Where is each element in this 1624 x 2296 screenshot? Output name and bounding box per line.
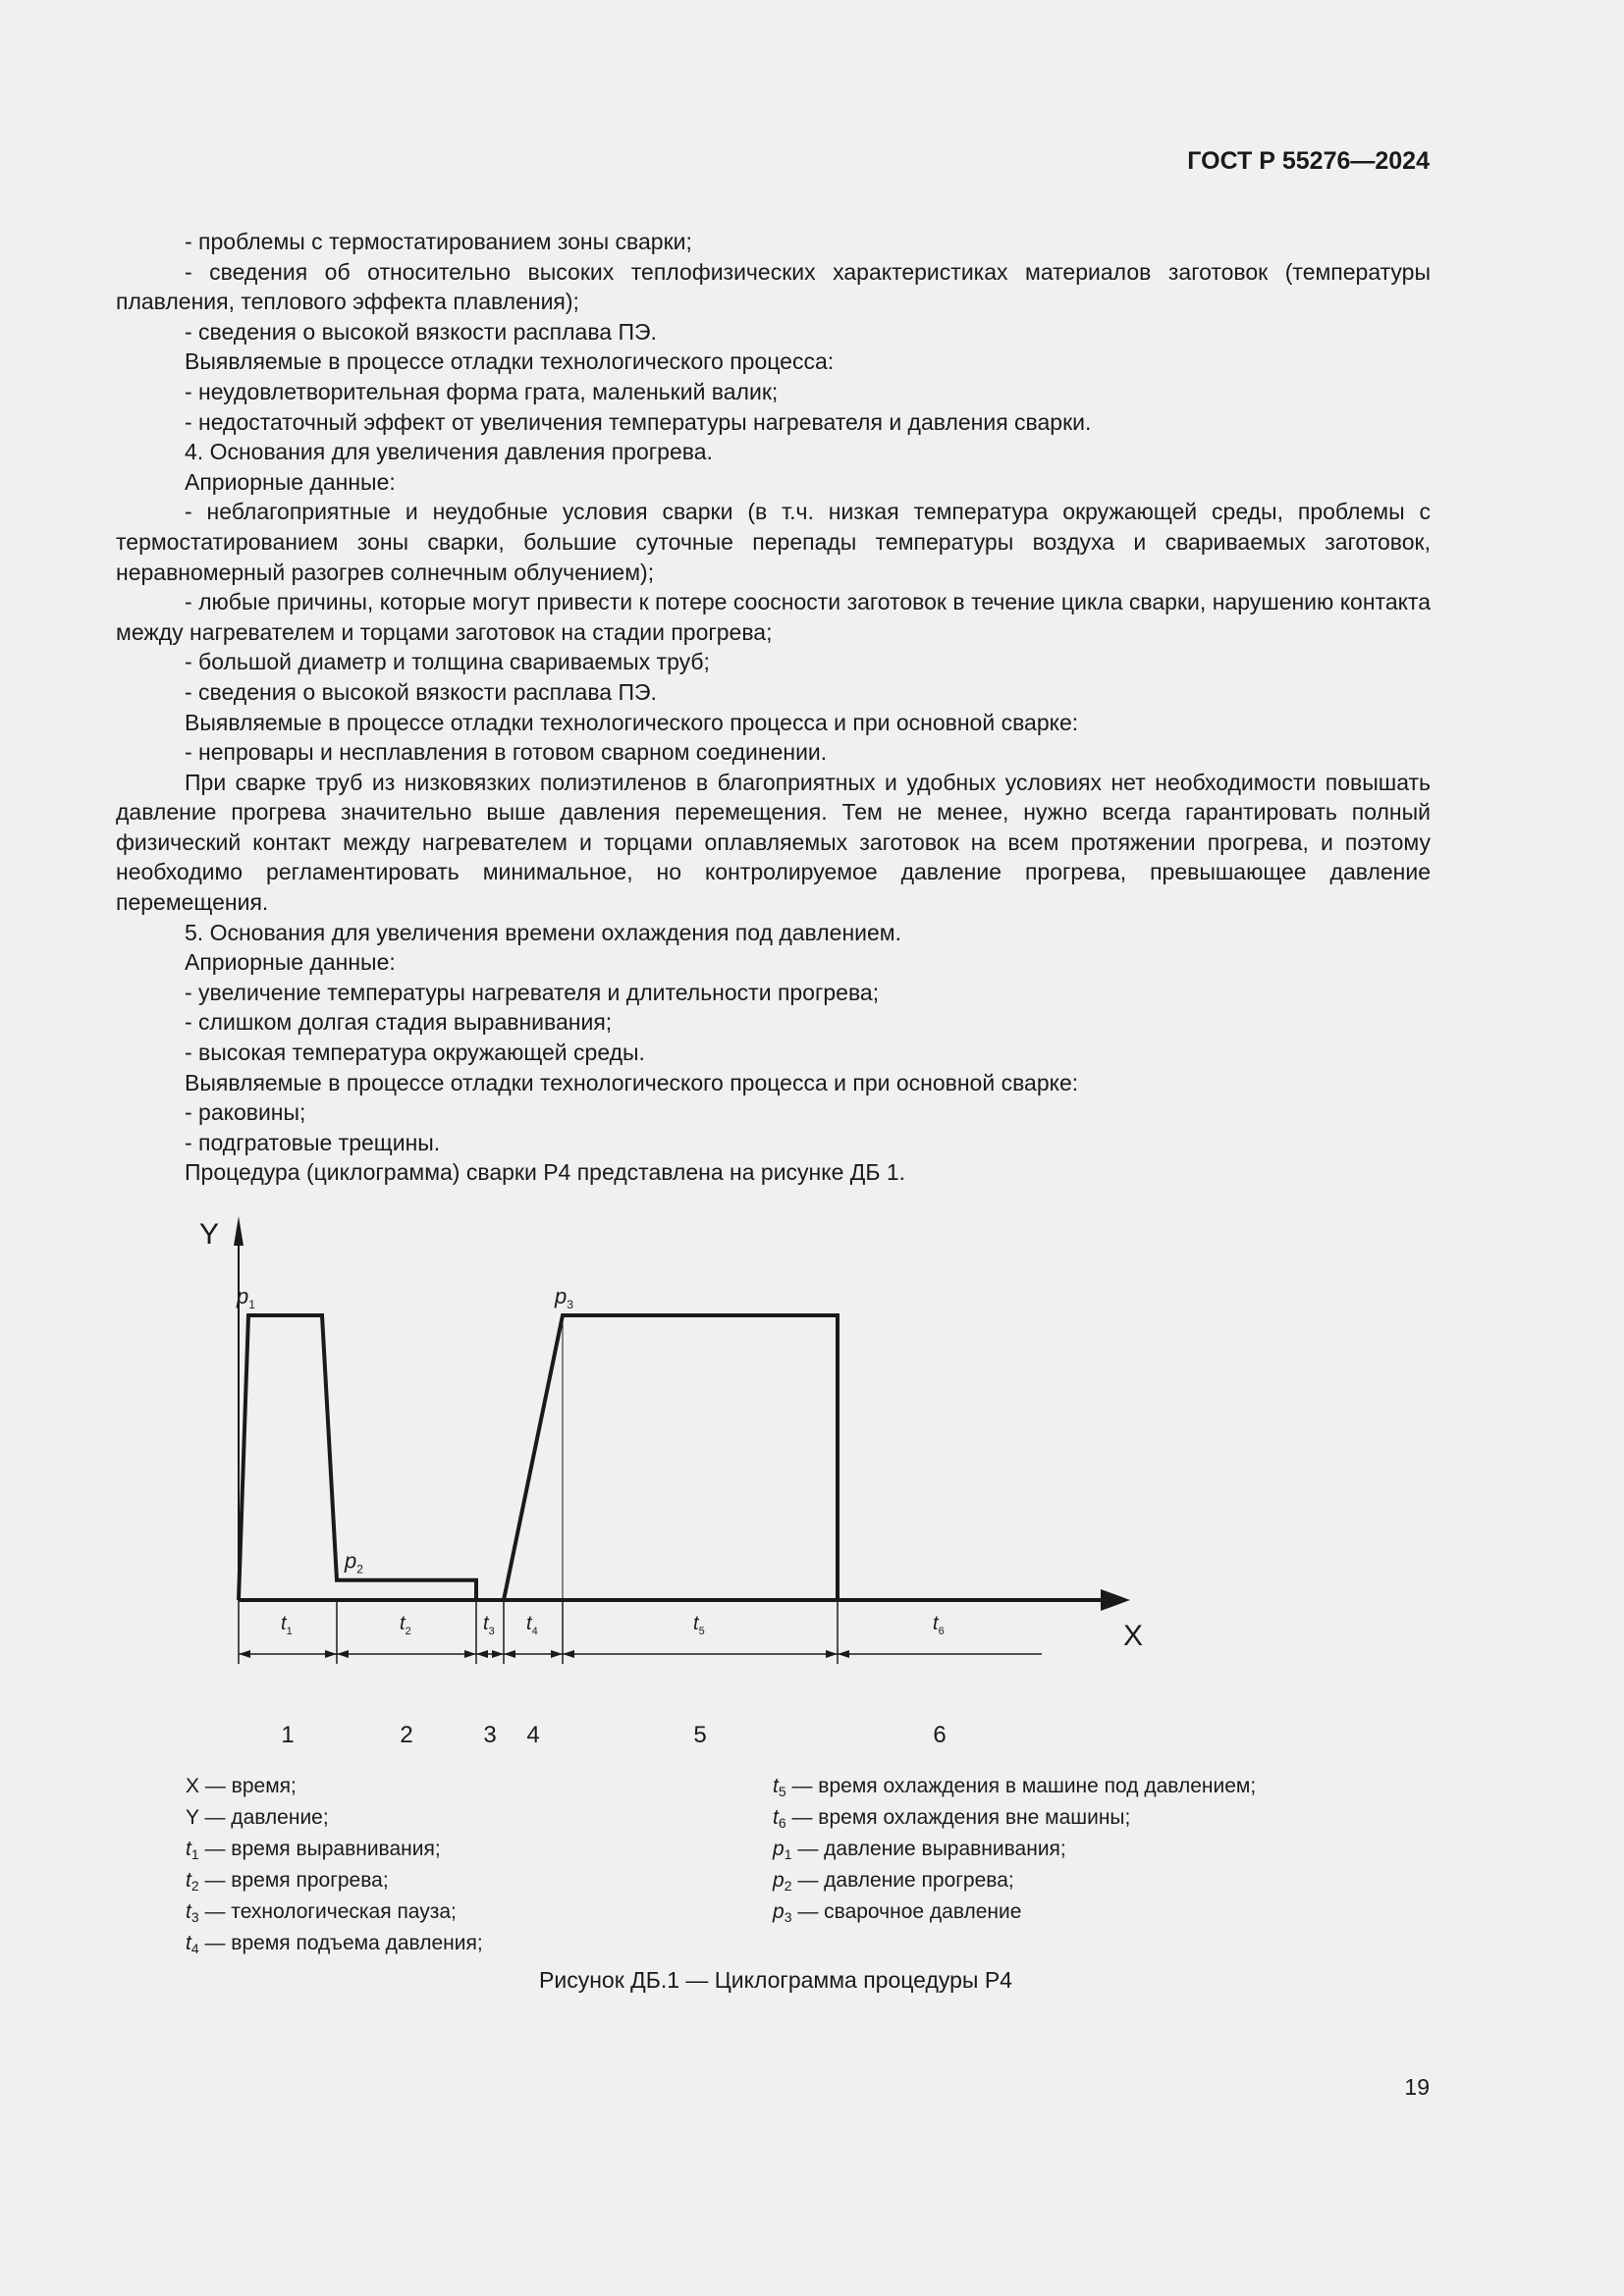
paragraph: - высокая температура окружающей среды. (185, 1040, 645, 1066)
legend-text: — технологическая пауза; (198, 1900, 457, 1923)
x-axis-arrow (1101, 1589, 1130, 1611)
legend-symbol: t (186, 1838, 191, 1860)
label-subscript: 5 (698, 1626, 705, 1637)
legend-symbol: t (186, 1869, 191, 1892)
legend-subscript: 3 (784, 1909, 792, 1925)
legend-subscript: 2 (190, 1878, 199, 1894)
legend-subscript: 5 (778, 1784, 786, 1799)
legend-subscript: 2 (784, 1878, 792, 1894)
paragraph: Априорные данные: (185, 949, 396, 976)
label-subscript: 3 (567, 1298, 573, 1311)
paragraph: Априорные данные: (185, 468, 396, 495)
pressure-curve (239, 1315, 838, 1600)
legend-item (773, 1802, 1256, 1834)
legend-right (773, 1771, 1256, 1928)
dimension-arrow-right (551, 1650, 563, 1658)
label-symbol: t (933, 1613, 939, 1634)
legend-symbol: t (186, 1900, 191, 1923)
cyclogram-figure (177, 1202, 1355, 1767)
x-axis-label: X (1123, 1620, 1144, 1652)
paragraph: Процедура (циклограмма) сварки Р4 представлена на рисунке ДБ 1. (185, 1159, 906, 1186)
label-subscript: 6 (938, 1626, 945, 1637)
legend-item (773, 1896, 1256, 1928)
label-symbol: t (400, 1613, 406, 1634)
legend-symbol: Y (186, 1806, 199, 1829)
paragraph: - большой диаметр и толщина свариваемых труб; (185, 649, 710, 675)
legend-item (773, 1771, 1256, 1802)
figure-caption: Рисунок ДБ.1 — Циклограмма процедуры Р4 (539, 1967, 1012, 1993)
paragraph: - неблагоприятные и неудобные условия сварки (в т.ч. низкая температура окружающей среды, проблемы с термостатированием зоны сварки, большие суточные перепады температуры воздуха и свариваемых заготовок, неравномерный разогрев солнечным облучением); (116, 499, 1431, 585)
legend-subscript: 4 (190, 1941, 199, 1956)
label-subscript: 4 (531, 1626, 538, 1637)
legend-left (186, 1771, 483, 1959)
label-subscript: 2 (405, 1626, 411, 1637)
label-symbol: t (693, 1613, 699, 1634)
paragraph: - проблемы с термостатированием зоны сварки; (185, 229, 692, 254)
legend-text: — время подъема давления; (198, 1932, 483, 1954)
paragraph: Выявляемые в процессе отладки технологического процесса и при основной сварке: (185, 709, 1079, 735)
legend-symbol: t (773, 1775, 779, 1797)
paragraph: - неудовлетворительная форма грата, маленький валик; (185, 378, 779, 404)
document-header: ГОСТ Р 55276—2024 (1187, 147, 1430, 175)
legend-text: — время; (199, 1775, 297, 1797)
interval-number: 5 (693, 1722, 707, 1748)
pressure-label-p2 (344, 1549, 363, 1576)
y-axis-arrow (234, 1216, 244, 1246)
label-subscript: 1 (286, 1626, 293, 1637)
dimension-arrow-left (563, 1650, 574, 1658)
interval-label (526, 1613, 538, 1637)
interval-number: 2 (400, 1722, 413, 1748)
legend-subscript: 3 (190, 1909, 199, 1925)
dimension-arrow-left (239, 1650, 250, 1658)
legend-text: — время охлаждения вне машины; (785, 1806, 1131, 1829)
legend-item (186, 1928, 483, 1959)
paragraph: 4. Основания для увеличения давления прогрева. (185, 439, 713, 465)
interval-label (933, 1613, 945, 1637)
cyclogram-chart (177, 1202, 1355, 1762)
paragraph: При сварке труб из низковязких полиэтиленов в благоприятных и удобных условиях нет необходимости повышать давление прогрева значительно выше давления перемещения. Тем не менее, нужно всегда гарантировать полный физический контакт между нагревателем и торцами оплавляемых заготовок на всем протяжении прогрева, и поэтому необходимо регламентировать минимальное, но контролируемое давление прогрева, превышающее давление перемещения. (116, 769, 1431, 916)
paragraph: - раковины; (185, 1099, 306, 1126)
dimension-arrow-left (476, 1650, 488, 1658)
paragraph: - сведения о высокой вязкости расплава ПЭ. (185, 678, 657, 705)
paragraph: - подгратовые трещины. (185, 1129, 441, 1155)
legend-item (773, 1834, 1256, 1865)
paragraph: Выявляемые в процессе отладки технологического процесса: (185, 348, 835, 375)
paragraph: - сведения об относительно высоких теплофизических характеристиках материалов заготовок (температуры плавления, теплового эффекта плавления); (116, 258, 1431, 315)
interval-number: 6 (933, 1722, 947, 1748)
label-subscript: 2 (356, 1562, 363, 1576)
legend-text: — давление выравнивания; (791, 1838, 1066, 1860)
label-symbol: p (237, 1284, 249, 1308)
legend-symbol: p (773, 1869, 785, 1892)
legend-symbol: p (773, 1900, 785, 1923)
paragraph: - слишком долгая стадия выравнивания; (185, 1009, 613, 1036)
label-symbol: t (483, 1613, 489, 1634)
legend-text: — время прогрева; (198, 1869, 389, 1892)
legend-item (186, 1865, 483, 1896)
dimension-arrow-left (337, 1650, 349, 1658)
paragraph: - недостаточный эффект от увеличения температуры нагревателя и давления сварки. (185, 408, 1092, 435)
legend-item (186, 1896, 483, 1928)
legend-item (186, 1771, 483, 1802)
label-symbol: t (526, 1613, 532, 1634)
legend-text: — сварочное давление (791, 1900, 1022, 1923)
pressure-label-p3 (554, 1284, 573, 1311)
legend-text: — время охлаждения в машине под давлением; (785, 1775, 1257, 1797)
dimension-arrow-right (492, 1650, 504, 1658)
dimension-arrow-right (826, 1650, 838, 1658)
label-subscript: 1 (248, 1298, 255, 1311)
body-text (116, 227, 1431, 1188)
legend-text: — давление; (198, 1806, 329, 1829)
interval-label (483, 1613, 495, 1637)
paragraph: 5. Основания для увеличения времени охлаждения под давлением. (185, 919, 902, 945)
interval-number: 3 (483, 1722, 497, 1748)
label-symbol: p (555, 1284, 568, 1308)
label-symbol: p (345, 1548, 357, 1574)
paragraph: - любые причины, которые могут привести к потере соосности заготовок в течение цикла сварки, нарушению контакта между нагревателем и торцами заготовок на стадии прогрева; (116, 589, 1431, 645)
interval-number: 1 (281, 1722, 295, 1748)
paragraph: - увеличение температуры нагревателя и длительности прогрева; (185, 979, 880, 1005)
legend-symbol: p (773, 1838, 785, 1860)
dimension-arrow-left (838, 1650, 849, 1658)
page-number: 19 (1404, 2074, 1430, 2100)
legend-subscript: 1 (190, 1846, 199, 1862)
dimension-arrow-left (504, 1650, 515, 1658)
legend-text: — давление прогрева; (791, 1869, 1014, 1892)
dimension-arrow-right (464, 1650, 476, 1658)
legend-symbol: t (186, 1932, 191, 1954)
y-axis-label: Y (199, 1218, 220, 1251)
paragraph: - сведения о высокой вязкости расплава ПЭ. (185, 318, 657, 345)
interval-number: 4 (526, 1722, 540, 1748)
paragraph: - непровары и несплавления в готовом сварном соединении. (185, 739, 828, 766)
interval-label (281, 1613, 293, 1637)
legend-subscript: 1 (784, 1846, 792, 1862)
interval-label (400, 1613, 411, 1637)
legend-subscript: 6 (778, 1815, 786, 1831)
paragraph: Выявляемые в процессе отладки технологического процесса и при основной сварке: (185, 1069, 1079, 1095)
pressure-label-p1 (236, 1284, 255, 1311)
interval-label (693, 1613, 705, 1637)
legend-symbol: X (186, 1775, 200, 1797)
legend-symbol: t (773, 1806, 779, 1829)
legend-item (186, 1834, 483, 1865)
label-symbol: t (281, 1613, 287, 1634)
dimension-arrow-right (325, 1650, 337, 1658)
legend-item (773, 1865, 1256, 1896)
legend-item (186, 1802, 483, 1834)
legend-text: — время выравнивания; (198, 1838, 441, 1860)
label-subscript: 3 (488, 1626, 495, 1637)
